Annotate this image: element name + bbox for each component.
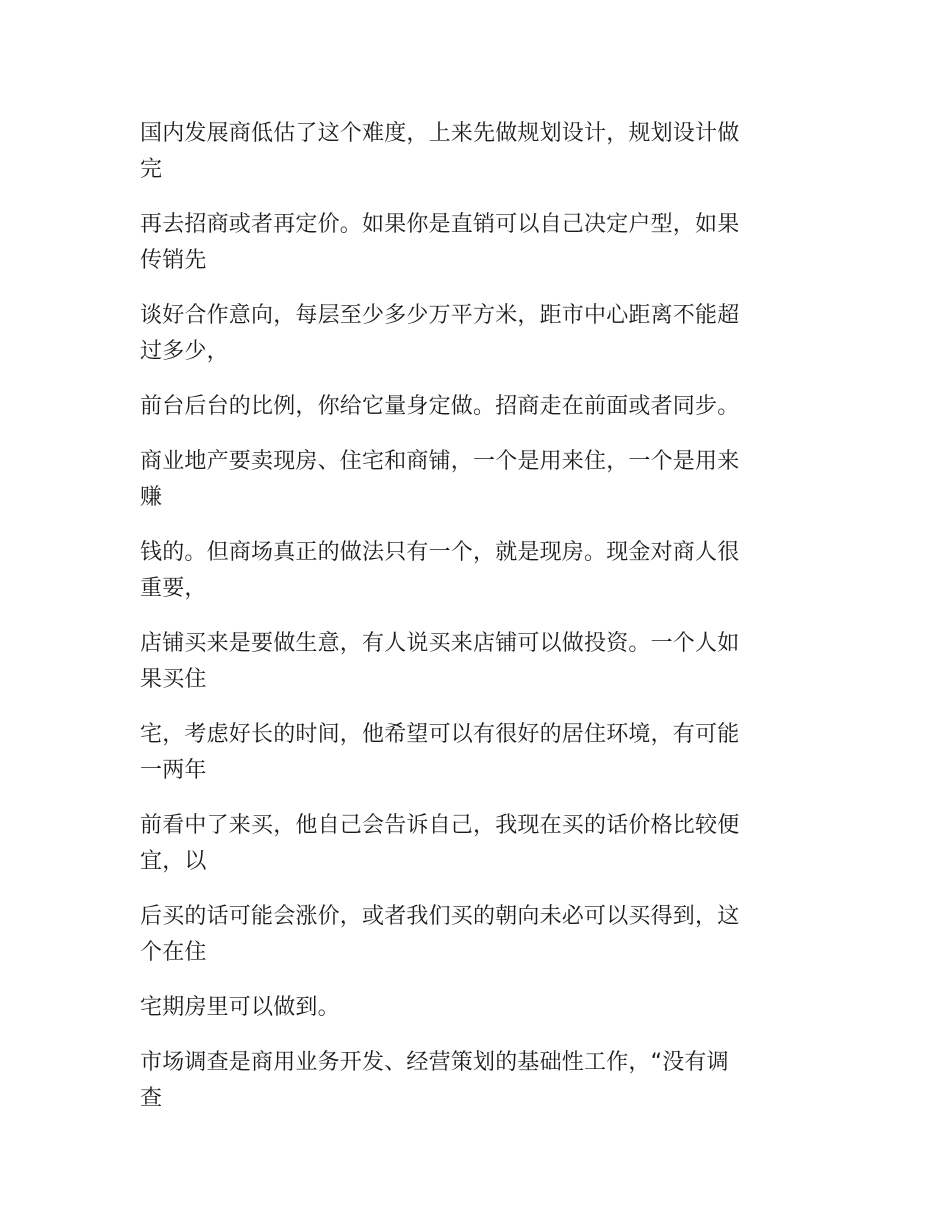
paragraph — [140, 990, 805, 1026]
text-line: 前看中了来买，他自己会告诉自己，我现在买的话价格比较便 — [140, 813, 740, 838]
text-line: 后买的话可能会涨价，或者我们买的朝向未必可以买得到，这 — [140, 904, 740, 929]
text-line: 过多少， — [140, 339, 229, 364]
text-line: 完 — [140, 157, 163, 182]
paragraph — [140, 444, 805, 516]
text-line: 一两年 — [140, 758, 207, 783]
text-line: 传销先 — [140, 248, 207, 273]
paragraph — [140, 1045, 805, 1117]
paragraph — [140, 717, 805, 789]
text-line: 宅，考虑好长的时间，他希望可以有很好的居住环境，有可能 — [140, 722, 740, 747]
text-line: 宜，以 — [140, 849, 207, 874]
text-line: 谈好合作意向，每层至少多少万平方米，距市中心距离不能超 — [140, 303, 740, 328]
text-line: 国内发展商低估了这个难度，上来先做规划设计，规划设计做 — [140, 121, 740, 146]
text-line: 重要， — [140, 576, 207, 601]
text-line: 市场调查是商用业务开发、经营策划的基础性工作，“没有调 — [140, 1050, 729, 1075]
paragraph — [140, 298, 805, 370]
paragraph — [140, 116, 805, 188]
paragraph — [140, 535, 805, 607]
text-line: 商业地产要卖现房、住宅和商铺，一个是用来住，一个是用来 — [140, 449, 740, 474]
text-line: 店铺买来是要做生意，有人说买来店铺可以做投资。一个人如 — [140, 631, 740, 656]
text-line: 宅期房里可以做到。 — [140, 995, 340, 1020]
paragraph — [140, 207, 805, 279]
text-line: 个在住 — [140, 940, 207, 965]
text-line: 钱的。但商场真正的做法只有一个，就是现房。现金对商人很 — [140, 540, 740, 565]
text-line: 查 — [140, 1086, 163, 1111]
text-line: 赚 — [140, 485, 163, 510]
paragraph — [140, 899, 805, 971]
text-line: 前台后台的比例，你给它量身定做。招商走在前面或者同步。 — [140, 394, 740, 419]
text-line: 再去招商或者再定价。如果你是直销可以自己决定户型，如果 — [140, 212, 740, 237]
paragraph — [140, 389, 805, 425]
document-body — [140, 116, 805, 1136]
paragraph — [140, 626, 805, 698]
text-line: 果买住 — [140, 667, 207, 692]
paragraph — [140, 808, 805, 880]
